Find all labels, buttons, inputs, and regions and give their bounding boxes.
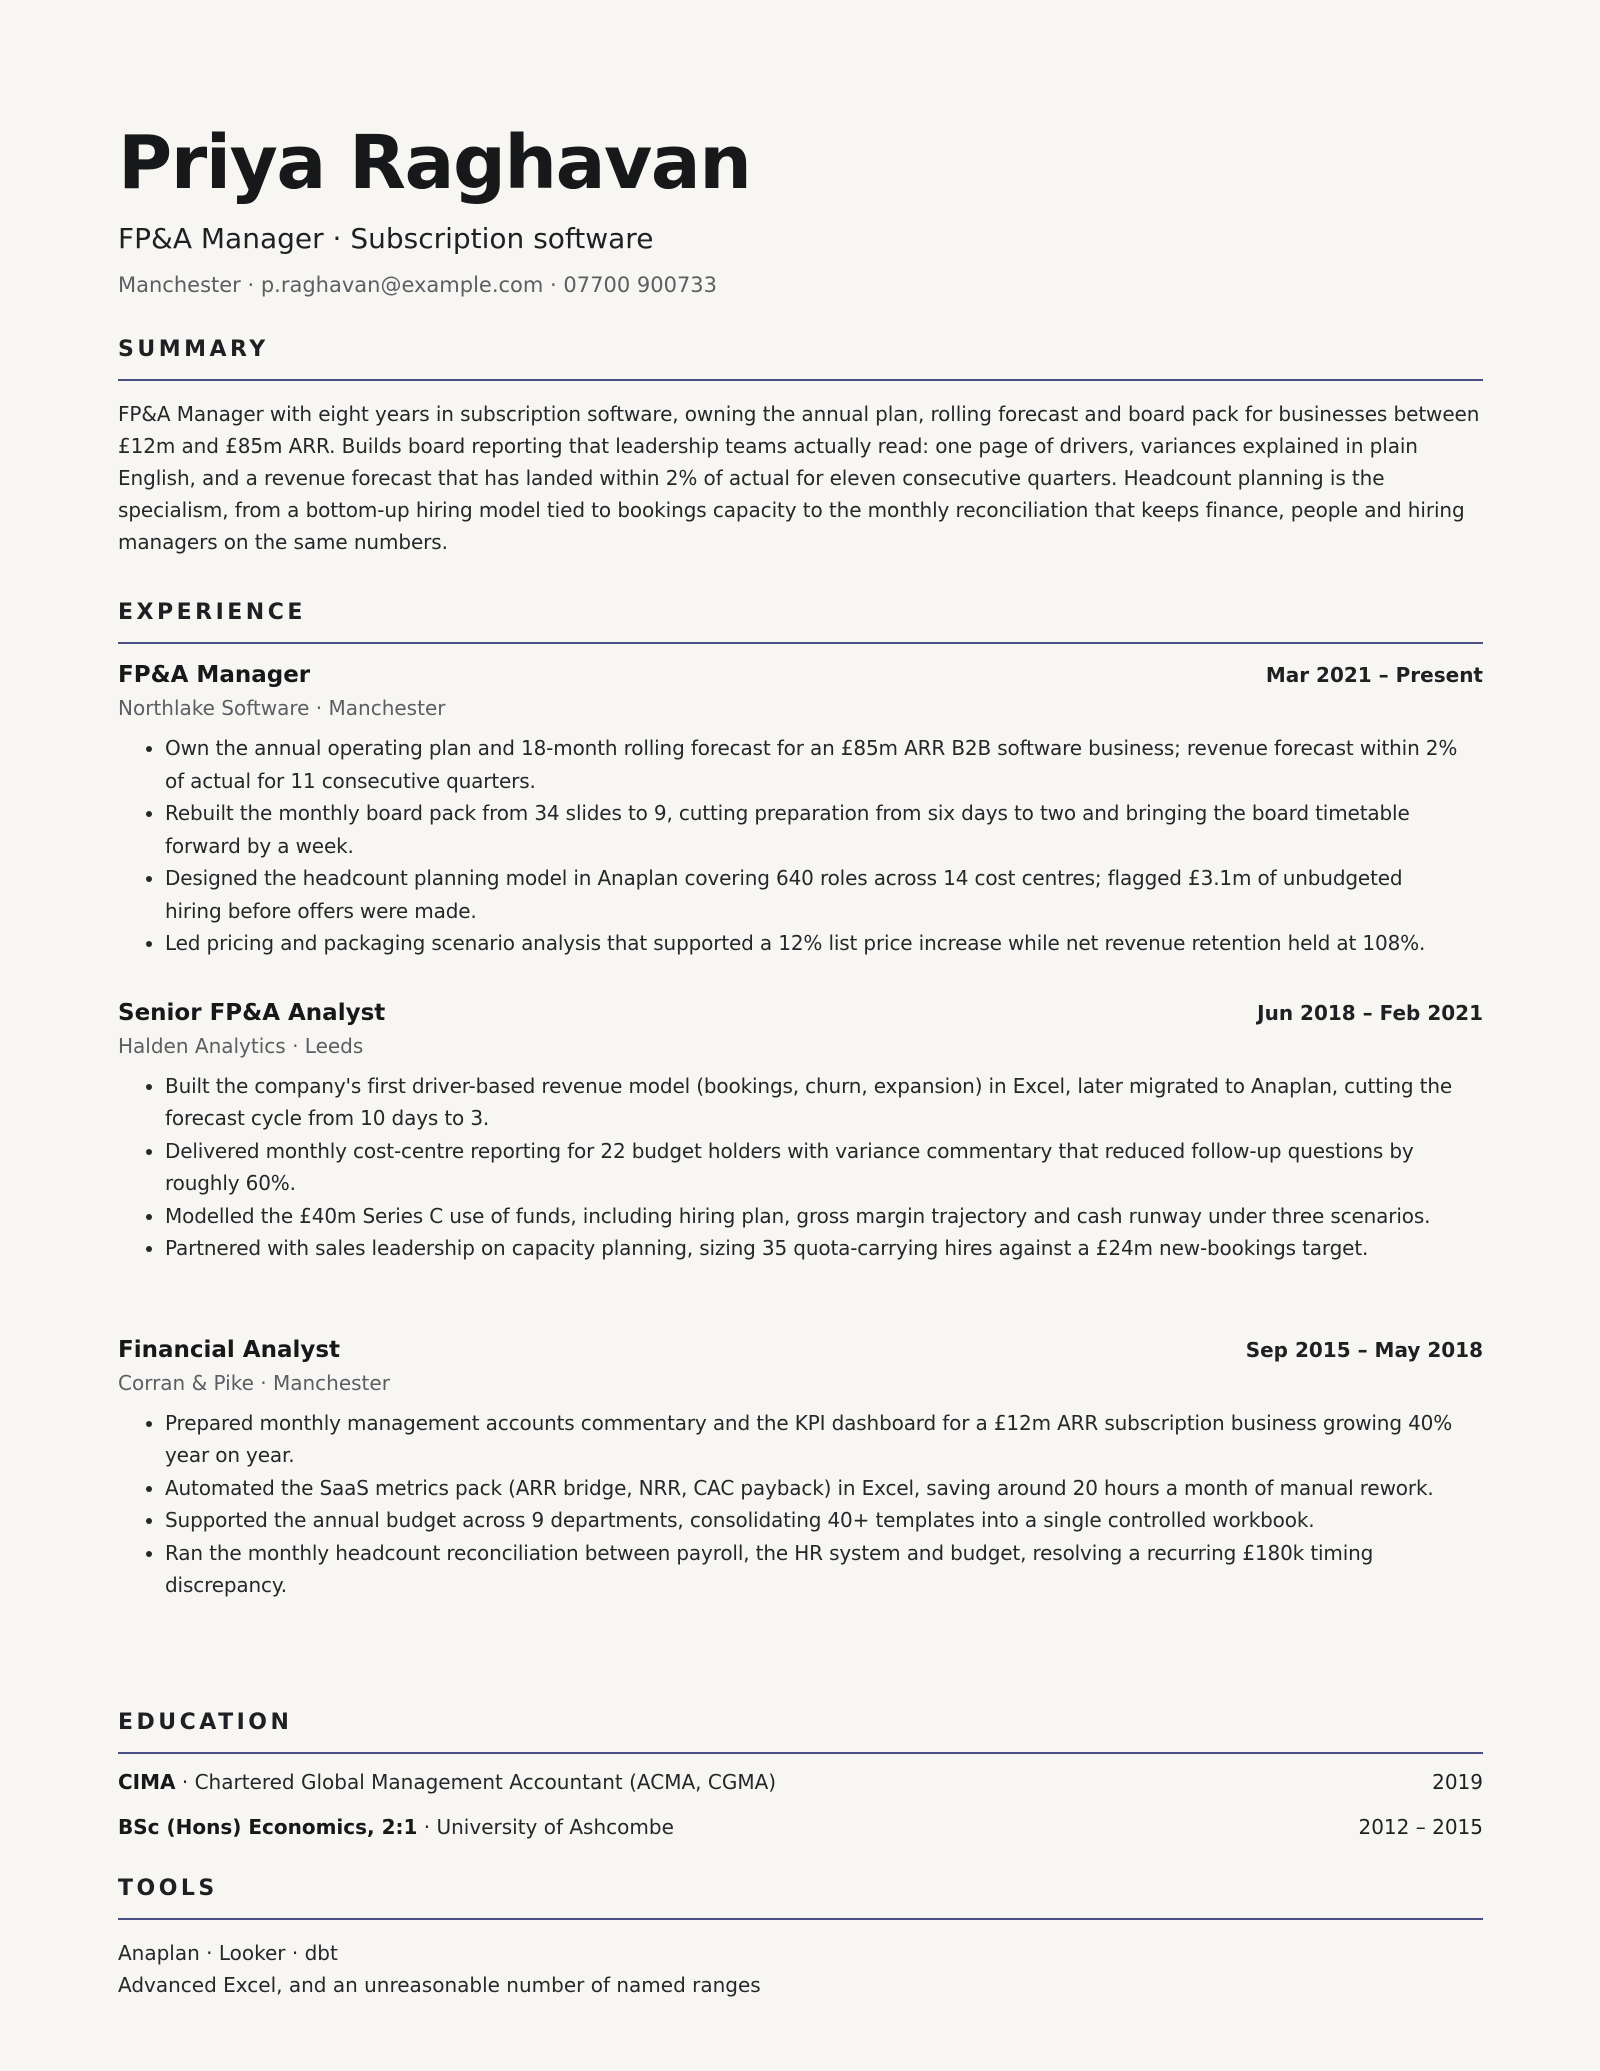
tools-heading: TOOLS xyxy=(118,1876,1483,1920)
education-institution: · University of Ashcombe xyxy=(417,1814,674,1839)
job-bullets xyxy=(118,1407,1458,1602)
education-detail xyxy=(118,1770,776,1794)
bullet-item: • Own the annual operating plan and 18-month rolling forecast for an £85m ARR B2B software business; revenue forecast within 2% of actual for 11 consecutive quarters. xyxy=(165,732,1458,797)
education-heading: EDUCATION xyxy=(118,1710,1483,1754)
education-detail xyxy=(118,1815,674,1839)
experience-heading: EXPERIENCE xyxy=(118,600,1483,644)
job-dates: Sep 2015 – May 2018 xyxy=(1245,1337,1483,1362)
job-bullets xyxy=(118,1070,1458,1265)
tools-line: Advanced Excel, and an unreasonable number of named ranges xyxy=(118,1972,761,1997)
education-qualification: CIMA xyxy=(118,1769,176,1794)
bullet-item: • Delivered monthly cost-centre reporting for 22 budget holders with variance commentary that reduced follow-up questions by roughly 60%. xyxy=(165,1135,1458,1200)
job-title: Senior FP&A Analyst xyxy=(118,999,386,1026)
resume xyxy=(118,110,1483,2001)
bullet-item: • Partnered with sales leadership on capacity planning, sizing 35 quota-carrying hires against a £24m new-bookings target. xyxy=(165,1232,1458,1265)
education-entry xyxy=(118,1815,1483,1839)
job-bullets xyxy=(118,732,1458,960)
bullet-item: • Prepared monthly management accounts commentary and the KPI dashboard for a £12m ARR subscription business growing 40% year on year. xyxy=(165,1407,1458,1472)
job-organization: Northlake Software · Manchester xyxy=(118,696,446,720)
bullet-item: • Built the company's first driver-based revenue model (bookings, churn, expansion) in Excel, later migrated to Anaplan, cutting the forecast cycle from 10 days to 3. xyxy=(165,1070,1458,1135)
bullet-item: • Designed the headcount planning model in Anaplan covering 640 roles across 14 cost centres; flagged £3.1m of unbudgeted hiring before offers were made. xyxy=(165,862,1458,927)
candidate-name: Priya Raghavan xyxy=(118,120,751,206)
contact-line: Manchester · p.raghavan@example.com · 07700 900733 xyxy=(118,273,718,297)
education-year: 2012 – 2015 xyxy=(1358,1814,1483,1839)
job-organization: Halden Analytics · Leeds xyxy=(118,1033,364,1058)
bullet-item: • Rebuilt the monthly board pack from 34 slides to 9, cutting preparation from six days to two and bringing the board timetable forward by a week. xyxy=(165,797,1458,862)
headline: FP&A Manager · Subscription software xyxy=(118,222,654,255)
bullet-item: • Modelled the £40m Series C use of funds, including hiring plan, gross margin trajectory and cash runway under three scenarios. xyxy=(165,1200,1458,1233)
tools-line: Anaplan · Looker · dbt xyxy=(118,1940,338,1965)
bullet-item: • Led pricing and packaging scenario analysis that supported a 12% list price increase while net revenue retention held at 108%. xyxy=(165,927,1458,960)
job-dates: Jun 2018 – Feb 2021 xyxy=(1257,1000,1483,1025)
education-institution: · Chartered Global Management Accountant (ACMA, CGMA) xyxy=(175,1769,777,1794)
education-year: 2019 xyxy=(1432,1769,1483,1794)
education-qualification: BSc (Hons) Economics, 2:1 xyxy=(118,1814,418,1839)
job-entry xyxy=(118,1337,1483,1602)
bullet-item: • Automated the SaaS metrics pack (ARR bridge, NRR, CAC payback) in Excel, saving around 20 hours a month of manual rework. xyxy=(165,1472,1458,1505)
bullet-item: • Supported the annual budget across 9 departments, consolidating 40+ templates into a single controlled workbook. xyxy=(165,1504,1458,1537)
job-entry xyxy=(118,1000,1483,1265)
education-entry xyxy=(118,1770,1483,1794)
job-title: FP&A Manager xyxy=(118,662,311,688)
job-title: Financial Analyst xyxy=(118,1336,341,1363)
summary-heading: SUMMARY xyxy=(118,337,1483,381)
job-organization: Corran & Pike · Manchester xyxy=(118,1370,390,1395)
job-entry xyxy=(118,662,1483,960)
summary-text: FP&A Manager with eight years in subscription software, owning the annual plan, rolling forecast and board pack for businesses between £12m and £85m ARR. Builds board reporting that leadership teams actually read: one page of drivers, variances explained in plain English, and a revenue forecast that has landed within 2% of actual for eleven consecutive quarters. Headcount planning is the specialism, from a bottom-up hiring model tied to bookings capacity to the monthly reconciliation that keeps finance, people and hiring managers on the same numbers. xyxy=(118,402,1480,554)
job-dates: Mar 2021 – Present xyxy=(1265,663,1483,687)
bullet-item: • Ran the monthly headcount reconciliation between payroll, the HR system and budget, resolving a recurring £180k timing discrepancy. xyxy=(165,1537,1458,1602)
